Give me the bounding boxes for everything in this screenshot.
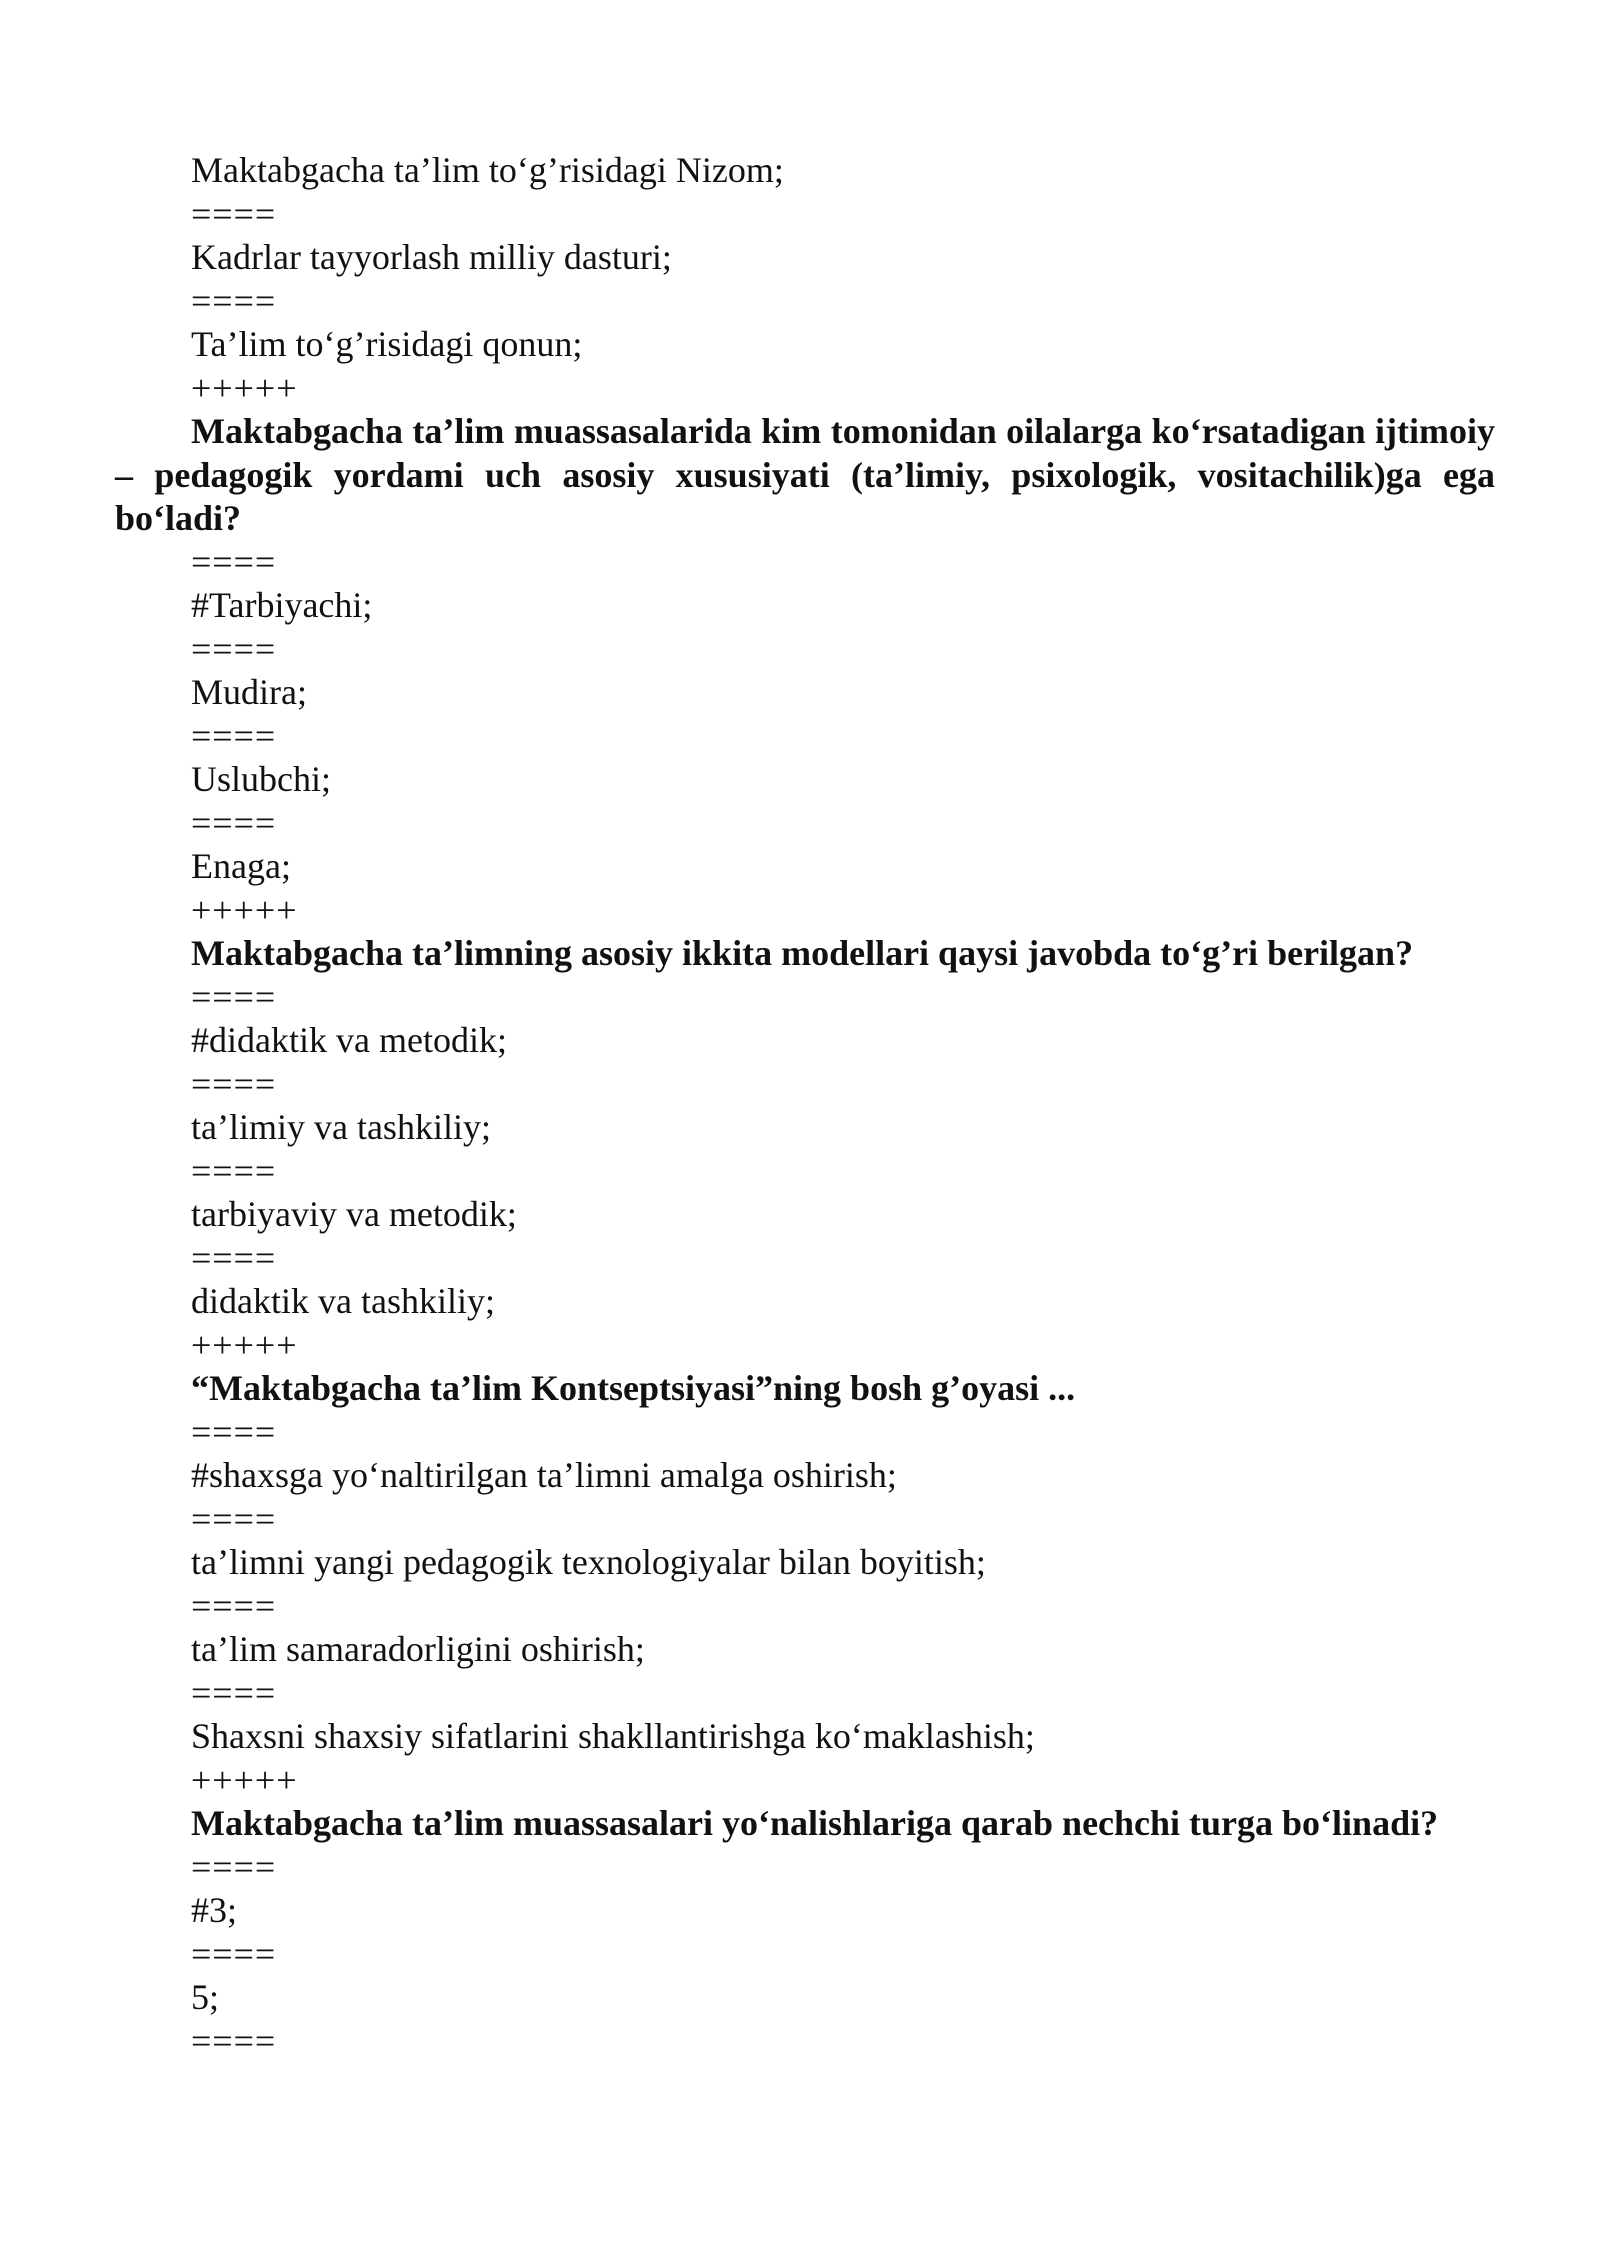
option-separator: ==== — [191, 280, 277, 321]
option-separator: ==== — [191, 715, 277, 756]
option-separator: ==== — [191, 1846, 277, 1887]
option-separator: ==== — [191, 2020, 277, 2061]
answer-option-correct: #Tarbiyachi; — [191, 585, 373, 625]
question-separator: +++++ — [191, 367, 298, 408]
answer-option: Maktabgacha ta’lim to‘g’risidagi Nizom; — [191, 150, 784, 190]
answer-option: 5; — [191, 1977, 220, 2017]
question-separator: +++++ — [191, 1759, 298, 1800]
question-separator: +++++ — [191, 1324, 298, 1365]
question-text: “Maktabgacha ta’lim Kontseptsiyasi”ning bosh g’oyasi ... — [191, 1368, 1076, 1408]
option-separator: ==== — [191, 1585, 277, 1626]
question-separator: +++++ — [191, 889, 298, 930]
answer-option: Mudira; — [191, 672, 307, 712]
option-separator: ==== — [191, 1411, 277, 1452]
option-separator: ==== — [191, 193, 277, 234]
question-text: Maktabgacha ta’lim muassasalari yo‘nalishlariga qarab nechchi turga bo‘linadi? — [191, 1803, 1439, 1843]
answer-option: didaktik va tashkiliy; — [191, 1281, 495, 1321]
option-separator: ==== — [191, 1063, 277, 1104]
answer-option: Kadrlar tayyorlash milliy dasturi; — [191, 237, 672, 277]
answer-option: ta’limni yangi pedagogik texnologiyalar bilan boyitish; — [191, 1542, 986, 1582]
option-separator: ==== — [191, 1150, 277, 1191]
answer-option: tarbiyaviy va metodik; — [191, 1194, 517, 1234]
option-separator: ==== — [191, 1933, 277, 1974]
answer-option-correct: #didaktik va metodik; — [191, 1020, 507, 1060]
option-separator: ==== — [191, 1237, 277, 1278]
answer-option: Shaxsni shaxsiy sifatlarini shakllantirishga ko‘maklashish; — [191, 1716, 1035, 1756]
answer-option: Ta’lim to‘g’risidagi qonun; — [191, 324, 583, 364]
option-separator: ==== — [191, 976, 277, 1017]
answer-option: Uslubchi; — [191, 759, 331, 799]
option-separator: ==== — [191, 628, 277, 669]
answer-option-correct: #shaxsga yo‘naltirilgan ta’limni amalga oshirish; — [191, 1455, 897, 1495]
option-separator: ==== — [191, 541, 277, 582]
answer-option: Enaga; — [191, 846, 291, 886]
option-separator: ==== — [191, 1672, 277, 1713]
answer-option-correct: #3; — [191, 1890, 238, 1930]
question-text: Maktabgacha ta’limning asosiy ikkita modellari qaysi javobda to‘g’ri berilgan? — [191, 933, 1414, 973]
answer-option: ta’lim samaradorligini oshirish; — [191, 1629, 645, 1669]
document-body — [115, 149, 1495, 2063]
answer-option: ta’limiy va tashkiliy; — [191, 1107, 491, 1147]
option-separator: ==== — [191, 1498, 277, 1539]
question-text: Maktabgacha ta’lim muassasalarida kim tomonidan oilalarga ko‘rsatadigan ijtimoiy – pedagogik yordami uch asosiy xususiyati (ta’limiy, psixologik, vositachilik)ga ega bo‘ladi? — [115, 411, 1495, 538]
option-separator: ==== — [191, 802, 277, 843]
